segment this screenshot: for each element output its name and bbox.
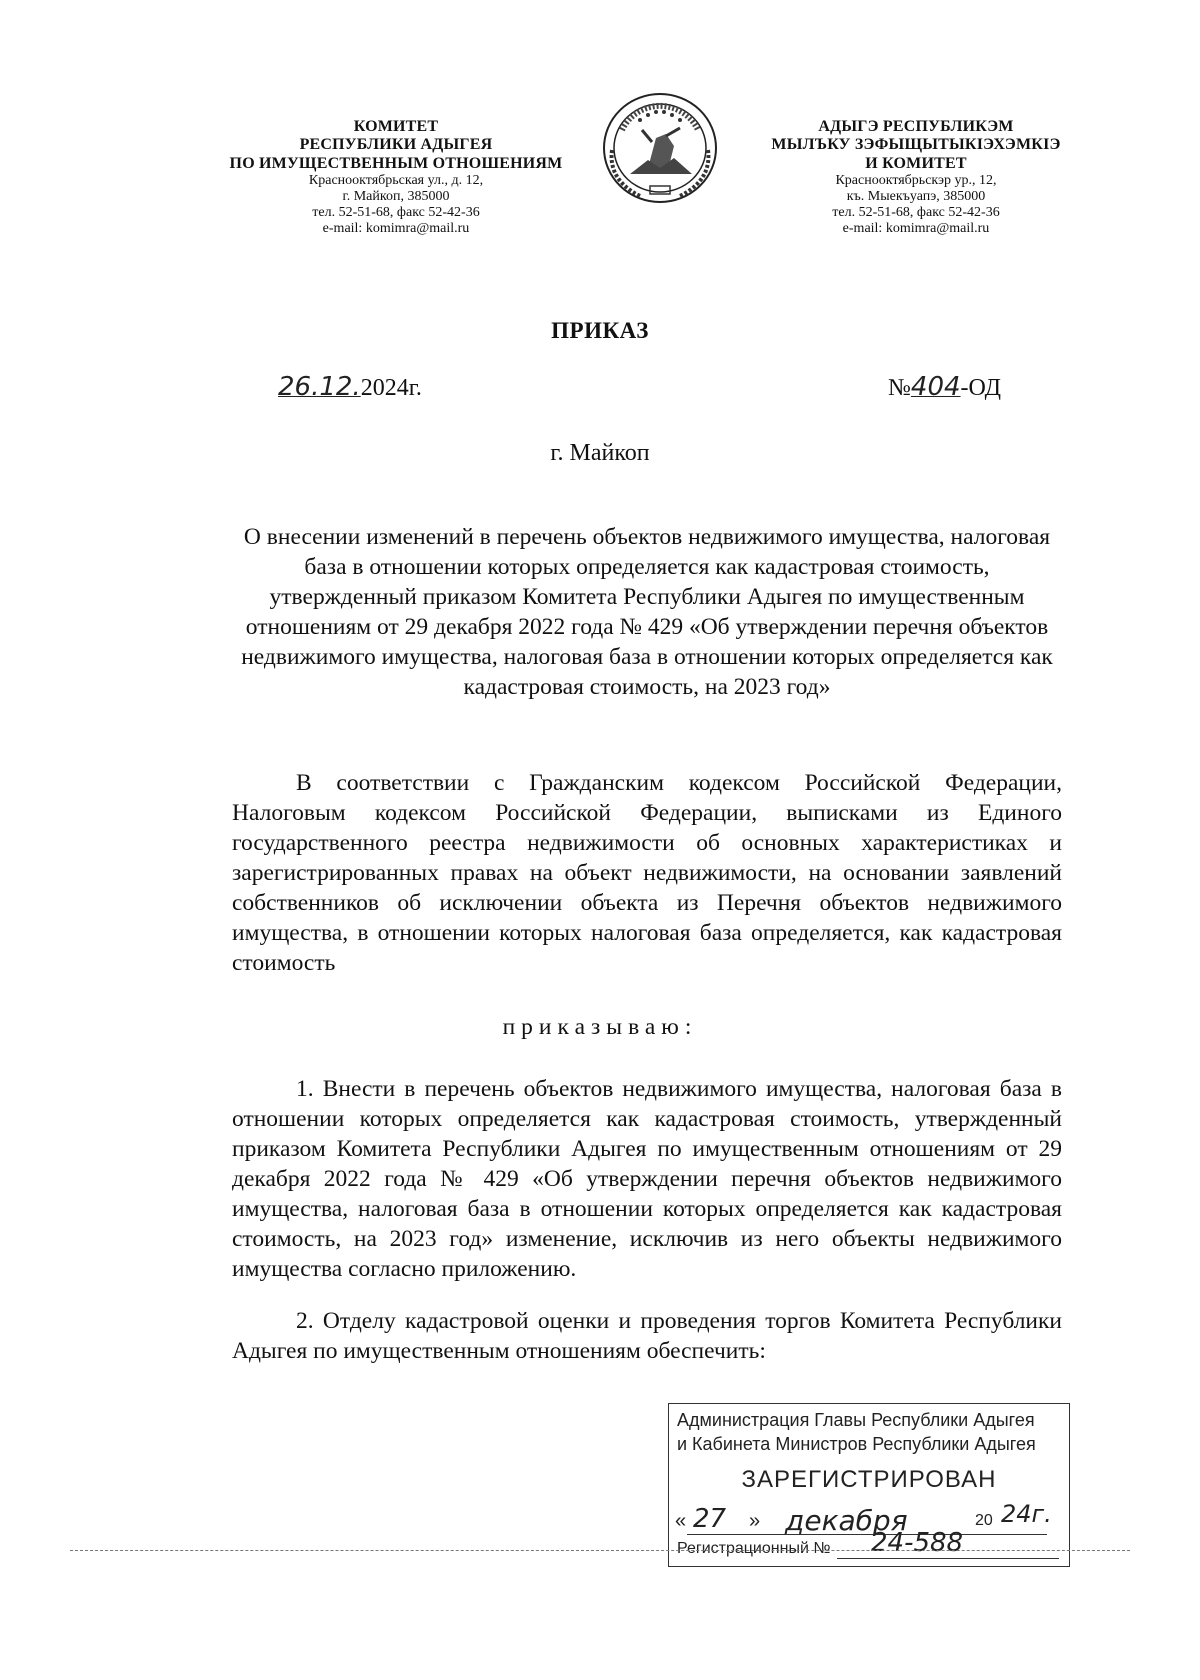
- header-right-block: [726, 118, 1106, 238]
- printed-year: 2024г.: [360, 375, 422, 401]
- reg-number-label: Регистрационный №: [677, 1540, 831, 1557]
- stamp-registered-label: ЗАРЕГИСТРИРОВАН: [741, 1466, 997, 1493]
- address-line: Краснооктябрьскэр ур., 12,: [835, 173, 997, 189]
- number-sign: №: [888, 375, 911, 401]
- org-name-line: АДЫГЭ РЕСПУБЛИКЭМ: [818, 118, 1014, 135]
- close-quote: »: [749, 1510, 761, 1532]
- address-line: къ. Мыекъуапэ, 385000: [846, 189, 986, 205]
- stamp-date: [675, 1500, 1065, 1537]
- registration-stamp: [668, 1403, 1070, 1567]
- subject-heading: О внесении изменений в перечень объектов недвижимого имущества, налоговая база в отношении которых определяется как кадастровая стоимость, утвержденный приказом Комитета Республики Адыгея по имущественным отношениям от 29 декабря 2022 года № 429 «Об утверждении перечня объектов недвижимого имущества, налоговая база в отношении которых определяется как кадастровая стоимость, на 2023 год»: [241, 524, 1053, 700]
- stamp-day: 27: [693, 1504, 727, 1534]
- handwritten-number: 404: [910, 372, 961, 402]
- org-name-line: И КОМИТЕТ: [865, 154, 967, 172]
- stamp-reg-number: [677, 1528, 1067, 1562]
- item-2-paragraph: 2. Отделу кадастровой оценки и проведения торгов Комитета Республики Адыгея по имущественным отношениям обеспечить:: [232, 1308, 1062, 1364]
- order-word: приказываю:: [502, 1014, 698, 1040]
- document-date: [278, 372, 422, 402]
- date-underline: [687, 1534, 1047, 1535]
- email-line: e-mail: komimra@mail.ru: [842, 221, 990, 237]
- stamp-year-prefix: 20: [975, 1512, 993, 1529]
- document-number: [888, 372, 1001, 402]
- org-name-line: КОМИТЕТ: [353, 118, 439, 135]
- address-line: г. Майкоп, 385000: [342, 189, 450, 205]
- address-line: Краснооктябрьская ул., д. 12,: [308, 173, 484, 189]
- header-left-block: [198, 118, 594, 238]
- document-title: ПРИКАЗ: [551, 318, 649, 343]
- item-1-paragraph: 1. Внести в перечень объектов недвижимого имущества, налоговая база в отношении которых определяется как кадастровая стоимость, утвержденный приказом Комитета Республики Адыгея по имущественным отношениям от 29 декабря 2022 года № 429 «Об утверждении перечня объектов недвижимого имущества, налоговая база в отношении которых определяется как кадастровая стоимость, на 2023 год» изменение, исключив из него объекты недвижимого имущества согласно приложению.: [232, 1076, 1062, 1282]
- reg-number-value: 24-588: [871, 1528, 964, 1558]
- email-line: e-mail: komimra@mail.ru: [322, 221, 470, 237]
- dashed-divider: [70, 1550, 1130, 1553]
- phone-line: тел. 52-51-68, факс 52-42-36: [832, 205, 1000, 221]
- reg-underline: [837, 1558, 1059, 1559]
- number-suffix: -ОД: [960, 375, 1002, 401]
- phone-line: тел. 52-51-68, факс 52-42-36: [312, 205, 480, 221]
- stamp-org-line: и Кабинета Министров Республики Адыгея: [677, 1434, 1036, 1454]
- handwritten-date: 26.12.: [278, 372, 361, 402]
- stamp-org-line: Администрация Главы Республики Адыгея: [677, 1410, 1035, 1430]
- city-name: г. Майкоп: [550, 440, 650, 466]
- coat-of-arms-emblem: [600, 90, 720, 206]
- stamp-year-suffix: 24г.: [1001, 1500, 1052, 1528]
- preamble-paragraph: В соответствии с Гражданским кодексом Российской Федерации, Налоговым кодексом Российской Федерации, выписками из Единого государственного реестра недвижимости об основных характеристиках и зарегистрированных правах на объект недвижимости, на основании заявлений собственников об исключении объекта из Перечня объектов недвижимого имущества, в отношении которых налоговая база определяется, как кадастровая стоимость: [232, 770, 1062, 976]
- stamp-month: декабря: [785, 1504, 908, 1537]
- org-name-line: ПО ИМУЩЕСТВЕННЫМ ОТНОШЕНИЯМ: [229, 154, 563, 172]
- open-quote: «: [675, 1510, 687, 1532]
- org-name-line: РЕСПУБЛИКИ АДЫГЕЯ: [299, 136, 493, 154]
- org-name-line: МЫЛЪКУ ЗЭФЫЩЫТЫКІЭХЭМКІЭ: [771, 136, 1061, 154]
